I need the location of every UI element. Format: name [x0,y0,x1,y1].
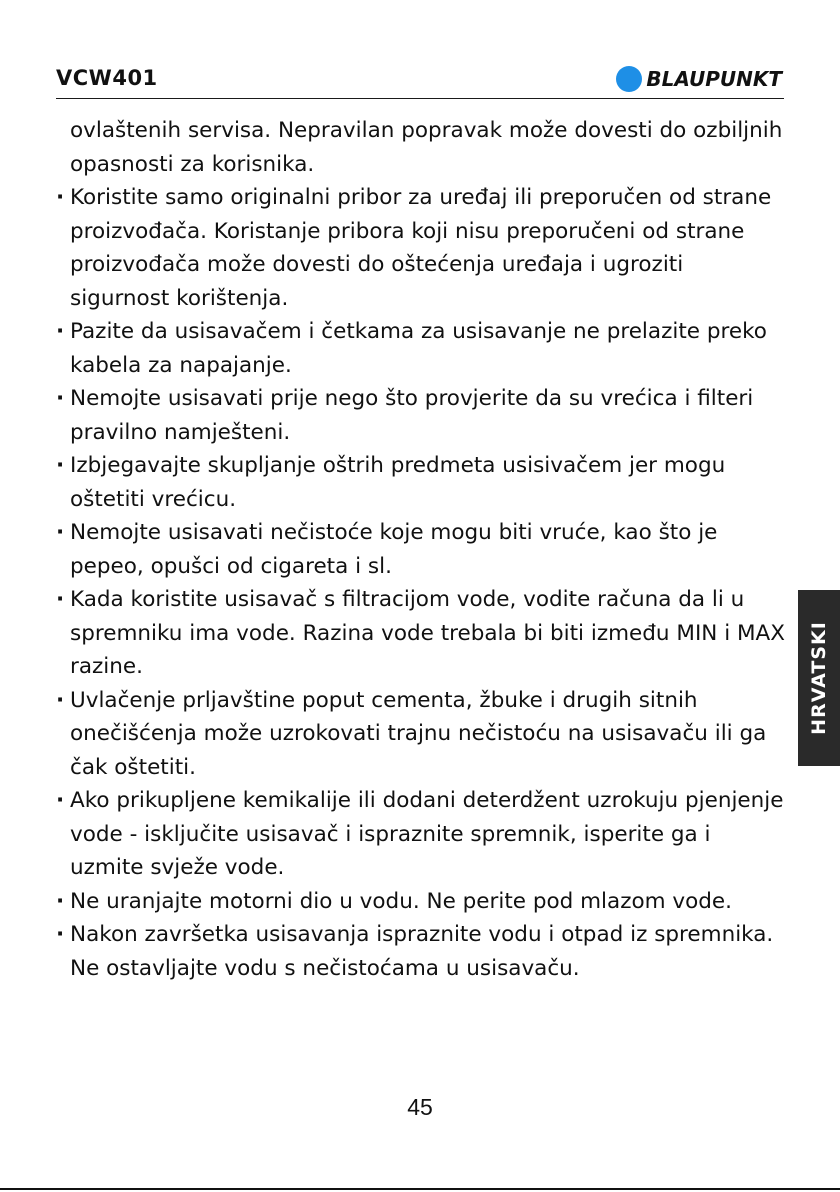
list-item: · Pazite da usisavačem i četkama za usisavanje ne prelazite preko kabela za napajanje. [56,315,786,382]
list-item: · Ako prikupljene kemikalije ili dodani deterdžent uzrokuju pjenjenje vode - isključite usisavač i ispraznite spremnik, isperite ga i uzmite svježe vode. [56,784,786,885]
language-tab [798,590,840,766]
list-item: · Nakon završetka usisavanja ispraznite vodu i otpad iz spremnika. Ne ostavljajte vodu s nečistoćama u usisavaču. [56,918,786,985]
list-item: · Koristite samo originalni pribor za uređaj ili preporučen od strane proizvođača. Koristanje pribora koji nisu preporučeni od strane proizvođača može dovesti do oštećenja uređaja i ugroziti sigurnost korištenja. [56,181,786,315]
brand-dot-icon [616,66,642,92]
list-item: · Izbjegavajte skupljanje oštrih predmeta usisivačem jer mogu oštetiti vrećicu. [56,449,786,516]
list-item: · Nemojte usisavati nečistoće koje mogu biti vruće, kao što je pepeo, opušci od cigareta i sl. [56,516,786,583]
model-number: VCW401 [56,66,158,90]
list-item: · Ne uranjajte motorni dio u vodu. Ne perite pod mlazom vode. [56,885,786,919]
list-item: · Nemojte usisavati prije nego što provjerite da su vrećica i filteri pravilno namješteni. [56,382,786,449]
list-item: · Uvlačenje prljavštine poput cementa, žbuke i drugih sitnih onečišćenja može uzrokovati trajnu nečistoću na usisavaču ili ga čak oštetiti. [56,684,786,785]
list-item: · Kada koristite usisavač s filtracijom vode, vodite računa da li u spremniku ima vode. Razina vode trebala bi biti između MIN i MAX razine. [56,583,786,684]
page-header [56,62,784,99]
intro-text: ovlaštenih servisa. Nepravilan popravak može dovesti do ozbiljnih opasnosti za korisnika. [70,118,783,177]
bottom-divider [0,1188,840,1190]
safety-instructions [56,114,786,985]
brand-name: BLAUPUNKT [646,67,782,91]
brand-logo [616,66,782,92]
page-number: 45 [407,1094,433,1120]
language-label: HRVATSKI [808,621,830,735]
bullet-list [56,181,786,985]
